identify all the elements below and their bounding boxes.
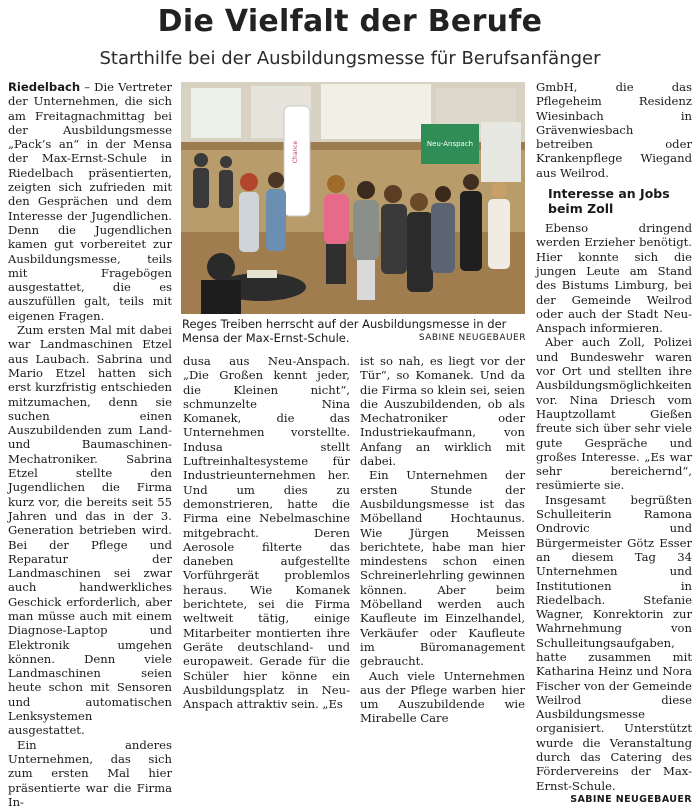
paragraph: Ein Unternehmen der ersten Stunde der Ausbildungsmesse ist das Möbelland Hochtaunus. Wie Jürgen Meissen berichtete, habe man hier mindestens schon einen Schreinerlehrling gewinnen können. Aber beim Möbelland werden auch Kaufleute im Einzelhandel, Verkäufer oder Kaufleute im Büromanagement gebraucht. bbox=[360, 468, 525, 669]
dateline: Riedelbach bbox=[8, 80, 81, 94]
paragraph: Ebenso dringend werden Erzieher benötigt. Hier konnte sich die jungen Leute am Stand des Bistums Limburg, bei der Gemeinde Weilrod oder auch der Stadt Neu-Anspach informieren. bbox=[536, 221, 692, 336]
paragraph: dusa aus Neu-Anspach. „Die Großen kennt jeder, die Kleinen nicht“, schmunzelte Nina Komanek, die das Unternehmen vorstellte. Indusa stellt Luftreinhaltesysteme für Industrieunternehmen her. Und um dies zu demonstrieren, hatte die Firma eine Nebelmaschine mitgebracht. Deren Aerosole filterte das daneben aufgestellte Vorführgerät problemlos heraus. Wie Komanek berichtete, sei die Firma weltweit tätig, einige Mitarbeiter montierten ihre Geräte deutschland- und europaweit. Gerade für die Schüler hier könne ein Ausbildungsplatz in Neu-Anspach attraktiv sein. „Es bbox=[183, 354, 350, 712]
paragraph: Aber auch Zoll, Polizei und Bundeswehr waren vor Ort und stellten ihre Ausbildungsmöglichkeiten vor. Nina Driesch vom Hauptzollamt Gießen freute sich über sehr viele gute Gespräche und großes Interesse. „Es war sehr bereichernd“, resümierte sie. bbox=[536, 335, 692, 493]
photo-caption bbox=[182, 317, 526, 345]
paragraph: Auch viele Unternehmen aus der Pflege warben hier um Auszubildende wie Mirabelle Care bbox=[360, 668, 525, 726]
paragraph bbox=[536, 492, 692, 805]
banner-text-left: Chance bbox=[292, 140, 299, 164]
article-headline: Die Vielfalt der Berufe bbox=[157, 4, 543, 39]
photo-credit: SABINE NEUGEBAUER bbox=[418, 333, 526, 343]
article-column-4 bbox=[536, 80, 692, 807]
event-photo bbox=[181, 82, 525, 314]
banner-text-right: Neu-Anspach bbox=[426, 140, 474, 148]
photo-illustration bbox=[181, 82, 525, 314]
paragraph: ist so nah, es liegt vor der Tür“, so Komanek. Und da die Firma so klein sei, seien die Auszubildenden, ob als Mechatroniker oder Industriekaufmann, von Anfang an wirklich mit dabei. bbox=[360, 354, 525, 469]
author-byline: SABINE NEUGEBAUER bbox=[570, 793, 692, 805]
article-column-3 bbox=[360, 354, 525, 726]
paragraph: Ein anderes Unternehmen, das sich zum ersten Mal hier präsentierte war die Firma In- bbox=[8, 737, 172, 809]
section-subheading: Interesse an Jobs beim Zoll bbox=[548, 186, 670, 217]
article-subheadline: Starthilfe bei der Ausbildungsmesse für Berufsanfänger bbox=[99, 48, 601, 69]
paragraph: Zum ersten Mal mit dabei war Landmaschinen Etzel aus Laubach. Sabrina und Mario Etzel hatten sich erst kurzfristig entschieden mitzumachen, denn sie suchen einen Auszubildenden zum Land- und Baumaschinen-Mechatroniker. Sabrina Etzel stellte den Jugendlichen die Firma kurz vor, die bereits seit 55 Jahren und das in der 3. Generation betrieben wird. Bei der Pflege und Reparatur der Landmaschinen sei zwar auch handwerkliches Geschick erforderlich, aber man müsse auch mit einem Diagnose-Laptop und Elektronik umgehen können. Denn viele Landmaschinen seien heute schon mit Sensoren und automatischen Lenksystemen ausgestattet. bbox=[8, 323, 172, 738]
paragraph-text: – Die Vertreter der Unternehmen, die sich am Freitagnachmittag bei der Ausbildungsmesse „Pack’s an“ in der Mensa der Max-Ernst-Schule in Riedelbach präsentierten, zeigten sich zufrieden mit den Gesprächen und dem Interesse der Jugendlichen. Denn die Jugendlichen kamen gut vorbereitet zur Ausbildungsmesse, teils mit Fragebögen ausgestattet, die es auszufüllen galt, teils mit eigenen Fragen. bbox=[8, 80, 172, 323]
article-column-1 bbox=[8, 80, 172, 809]
caption-text: Reges Treiben herrscht auf der Ausbildungsmesse in der Mensa der Max-Ernst-Schule. bbox=[182, 317, 507, 345]
paragraph-text: Insgesamt begrüßten Schulleiterin Ramona Ondrovic und Bürgermeister Götz Esser an diesem Tag 34 Unternehmen und Institutionen in Riedelbach. Stefanie Wagner, Konrektorin zur Wahrnehmung von Schulleitungsaufgaben, hatte zusammen mit Katharina Heinz und Nora Fischer von der Gemeinde Weilrod diese Ausbildungsmesse organisiert. Unterstützt wurde die Veranstaltung durch das Catering des Fördervereins der Max-Ernst-Schule. bbox=[536, 492, 692, 793]
article-column-2 bbox=[183, 354, 350, 711]
paragraph bbox=[8, 80, 172, 323]
paragraph: GmbH, die das Pflegeheim Residenz Wiesinbach in Grävenwiesbach betreiben oder Krankenpflege Wiegand aus Weilrod. bbox=[536, 80, 692, 180]
